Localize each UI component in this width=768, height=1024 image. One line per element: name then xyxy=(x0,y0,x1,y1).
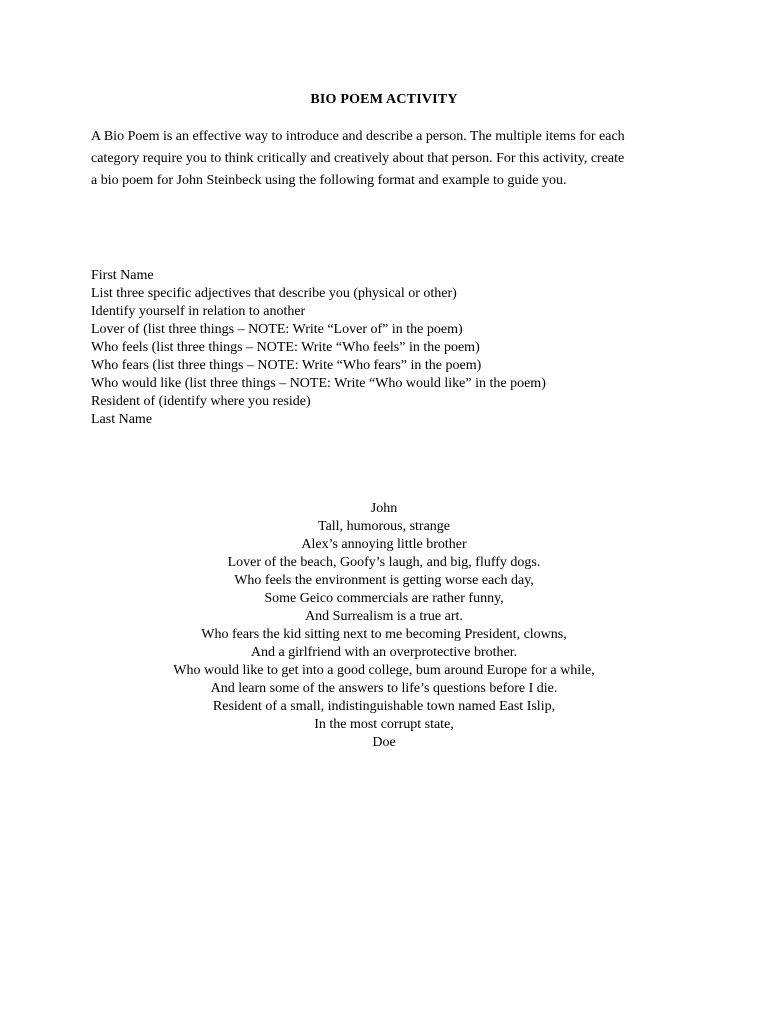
poem-line: Lover of the beach, Goofy’s laugh, and big, fluffy dogs. xyxy=(227,555,541,570)
poem-line: Tall, humorous, strange xyxy=(318,519,450,534)
poem-line: Who feels the environment is getting worse each day, xyxy=(234,573,534,588)
poem-line: Alex’s annoying little brother xyxy=(301,537,467,552)
document-title: BIO POEM ACTIVITY xyxy=(310,92,458,107)
poem-line: And learn some of the answers to life’s questions before I die. xyxy=(210,681,558,696)
poem-line: And a girlfriend with an overprotective brother. xyxy=(250,645,518,660)
example-poem xyxy=(0,500,768,752)
format-line-relation: Identify yourself in relation to another xyxy=(91,304,306,319)
poem-line: John xyxy=(370,501,398,516)
poem-line: In the most corrupt state, xyxy=(314,717,454,732)
format-line-who-would-like: Who would like (list three things – NOTE: Write “Who would like” in the poem) xyxy=(91,376,546,391)
format-line-last-name: Last Name xyxy=(91,412,153,427)
poem-line: Who fears the kid sitting next to me becoming President, clowns, xyxy=(201,627,567,642)
intro-paragraph xyxy=(91,126,681,192)
format-line-adjectives: List three specific adjectives that describe you (physical or other) xyxy=(91,286,457,301)
format-list xyxy=(91,267,691,429)
intro-line: category require you to think critically and creatively about that person. For this activity, create xyxy=(91,151,625,166)
format-line-resident-of: Resident of (identify where you reside) xyxy=(91,394,311,409)
poem-line: Doe xyxy=(372,735,396,750)
format-line-who-feels: Who feels (list three things – NOTE: Write “Who feels” in the poem) xyxy=(91,340,480,355)
poem-line: Resident of a small, indistinguishable town named East Islip, xyxy=(212,699,556,714)
intro-line: A Bio Poem is an effective way to introduce and describe a person. The multiple items for each xyxy=(91,129,625,144)
format-line-who-fears: Who fears (list three things – NOTE: Write “Who fears” in the poem) xyxy=(91,358,482,373)
poem-line: Some Geico commercials are rather funny, xyxy=(264,591,504,606)
poem-line: Who would like to get into a good college, bum around Europe for a while, xyxy=(173,663,595,678)
poem-line: And Surrealism is a true art. xyxy=(305,609,463,624)
format-line-lover-of: Lover of (list three things – NOTE: Write “Lover of” in the poem) xyxy=(91,322,463,337)
intro-line: a bio poem for John Steinbeck using the following format and example to guide you. xyxy=(91,173,567,188)
format-line-first-name: First Name xyxy=(91,268,154,283)
